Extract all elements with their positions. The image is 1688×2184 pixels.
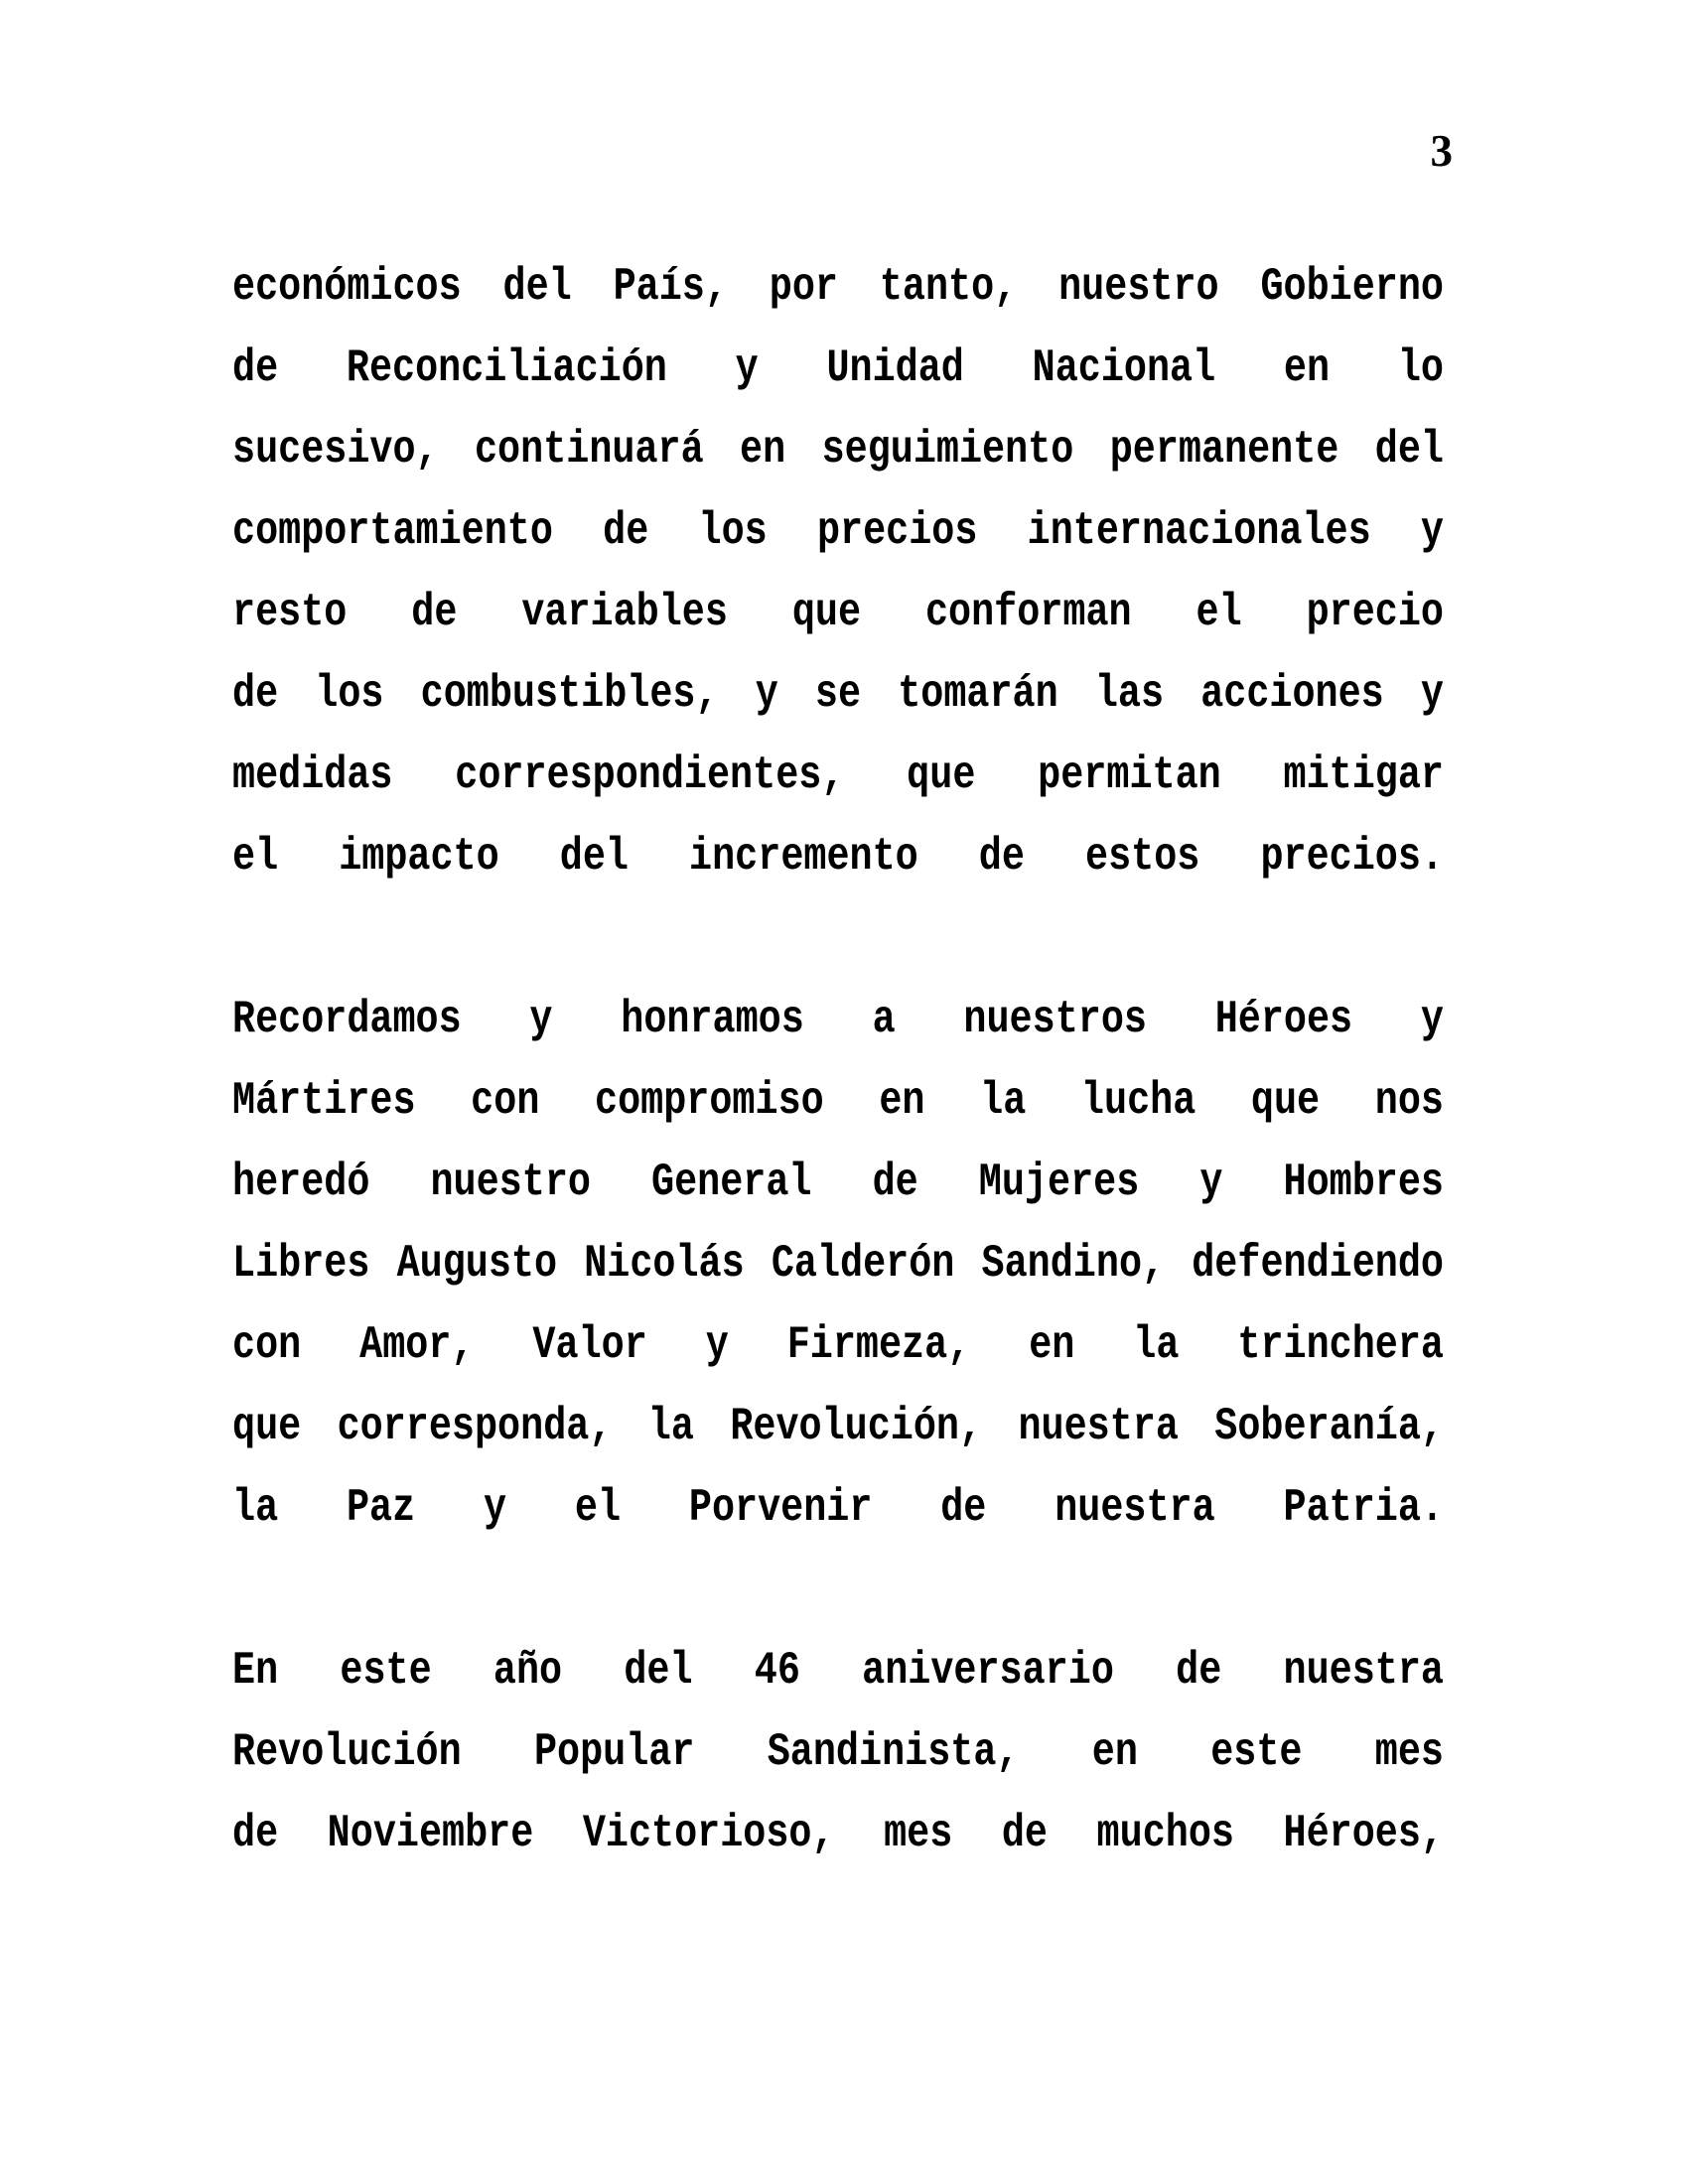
- text-line: Revolución Popular Sandinista, en este mes: [232, 1726, 1444, 1778]
- paragraph: [232, 979, 1444, 1549]
- text-line: heredó nuestro General de Mujeres y Hombres: [232, 1157, 1444, 1208]
- text-line: de Noviembre Victorioso, mes de muchos Héroes,: [232, 1808, 1444, 1859]
- paragraph: [232, 246, 1444, 897]
- document-body: [232, 246, 1444, 1956]
- text-line: de Reconciliación y Unidad Nacional en lo: [232, 342, 1444, 394]
- text-line: con Amor, Valor y Firmeza, en la trinchera: [232, 1319, 1444, 1371]
- text-line: que corresponda, la Revolución, nuestra Soberanía,: [232, 1401, 1444, 1452]
- text-line: Mártires con compromiso en la lucha que nos: [232, 1075, 1444, 1127]
- text-line: la Paz y el Porvenir de nuestra Patria.: [232, 1482, 1444, 1534]
- text-line: Libres Augusto Nicolás Calderón Sandino, defendiendo: [232, 1238, 1444, 1290]
- text-line: de los combustibles, y se tomarán las acciones y: [232, 668, 1444, 720]
- text-line: Recordamos y honramos a nuestros Héroes y: [232, 994, 1444, 1045]
- text-line: En este año del 46 aniversario de nuestra: [232, 1645, 1444, 1697]
- text-line: sucesivo, continuará en seguimiento permanente del: [232, 424, 1444, 476]
- page-number: 3: [1430, 126, 1453, 176]
- text-line: medidas correspondientes, que permitan mitigar: [232, 750, 1444, 801]
- text-line: económicos del País, por tanto, nuestro Gobierno: [232, 261, 1444, 313]
- paragraph: [232, 1630, 1444, 1874]
- text-line: comportamiento de los precios internacionales y: [232, 505, 1444, 557]
- text-line: resto de variables que conforman el precio: [232, 587, 1444, 638]
- text-line: el impacto del incremento de estos precios.: [232, 831, 1444, 883]
